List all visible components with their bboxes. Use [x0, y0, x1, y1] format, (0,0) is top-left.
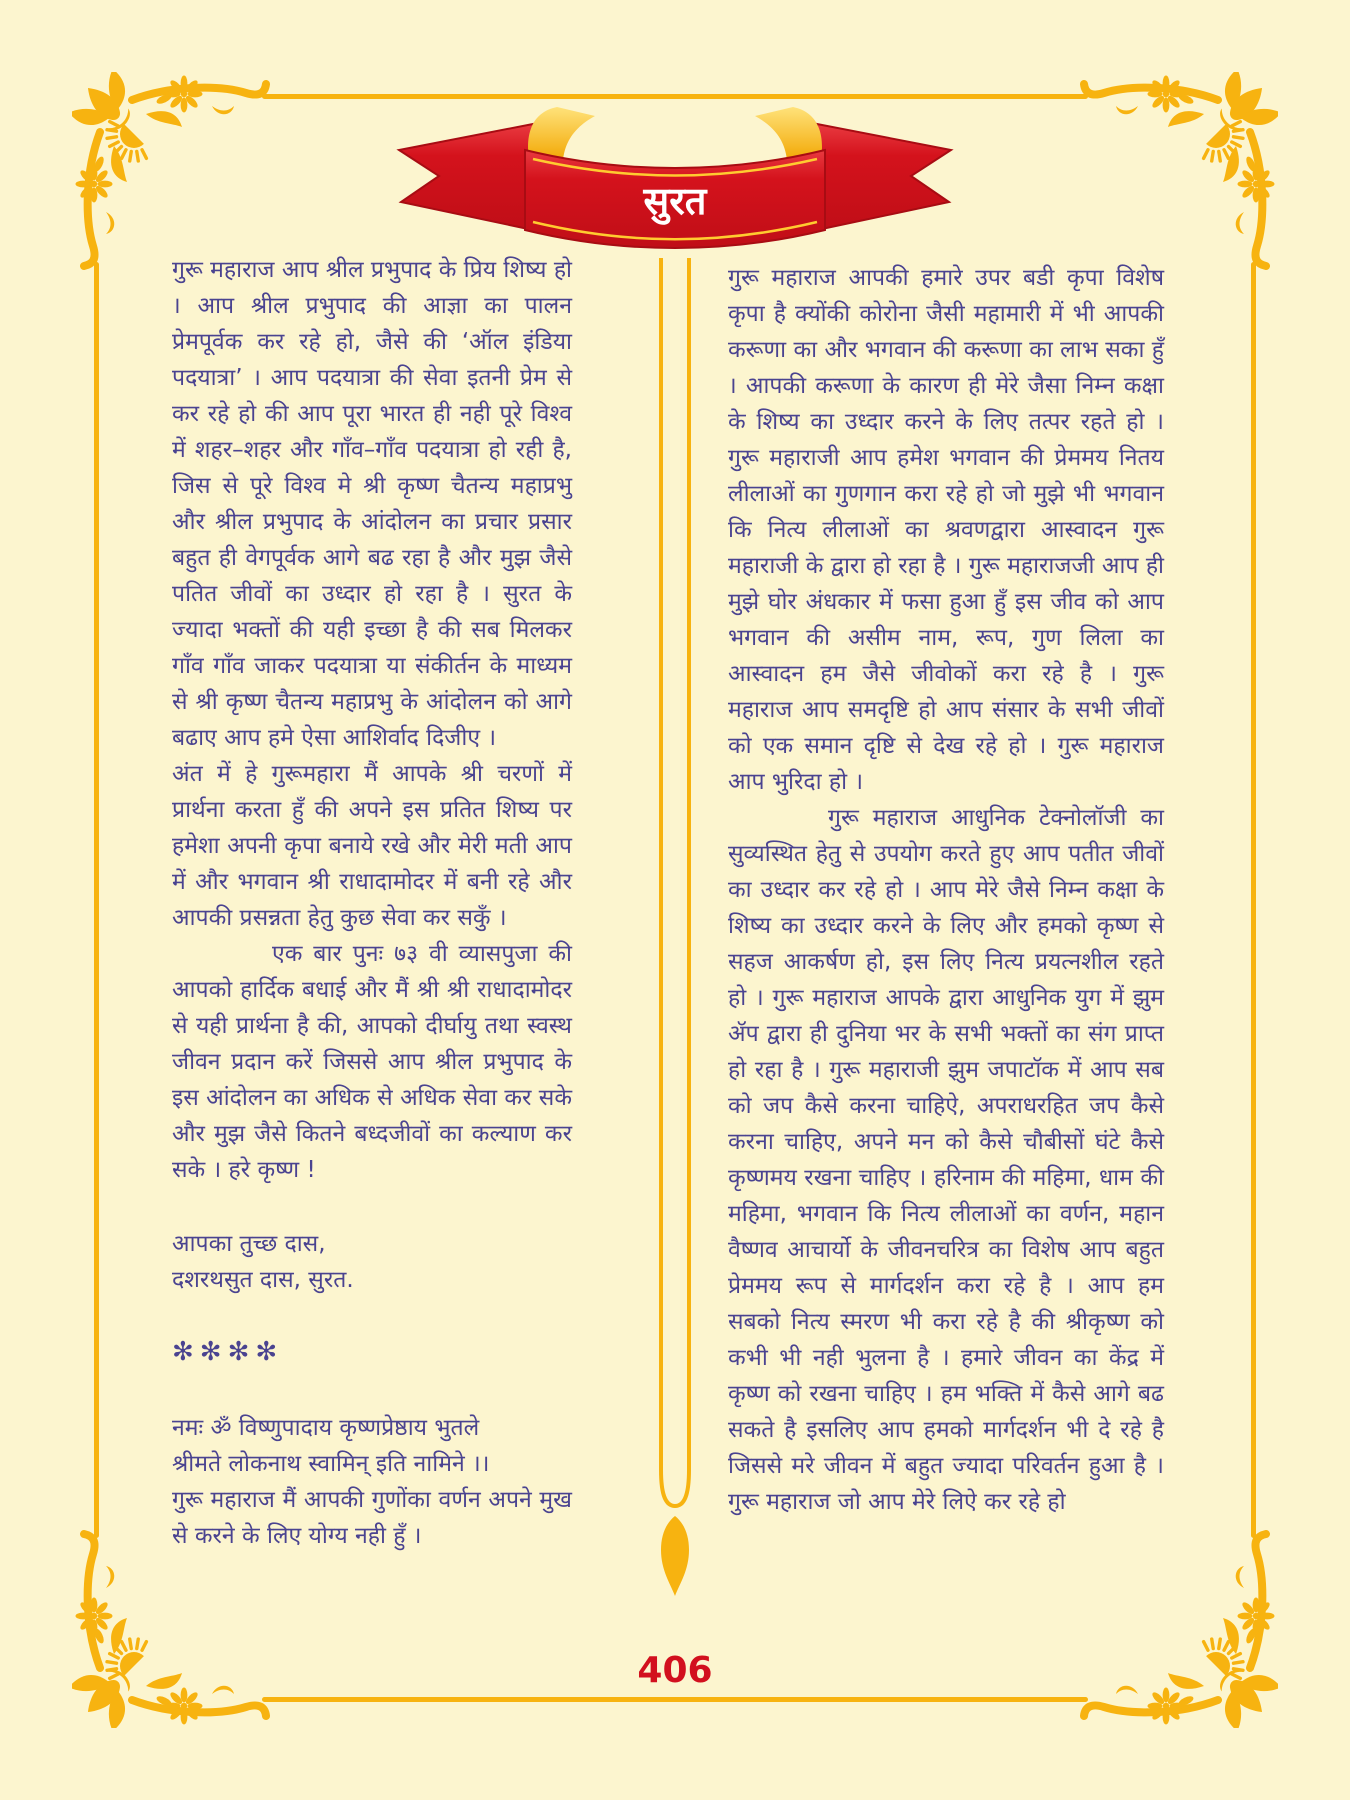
corner-ornament-bottom-right [1078, 1528, 1278, 1728]
page-title: सुरत [643, 179, 707, 223]
ribbon-tail-left [399, 124, 533, 230]
left-column [172, 252, 572, 1554]
page-number: 406 [637, 1650, 713, 1691]
border-line-bottom [262, 1697, 1088, 1702]
body-paragraph: अंत में हे गुरूमहारा मैं आपके श्री चरणों में प्रार्थना करता हुँ की अपने इस प्रतित शिष्य पर हमेशा अपनी कृपा बनाये रखे और मेरी मती आप में और भगवान श्री राधादामोदर में बनी रहे और आपकी प्रसन्नता हेतु कुछ सेवा कर सकुँ । [172, 761, 572, 931]
right-column [728, 260, 1164, 1520]
signature-block [172, 1226, 572, 1298]
corner-ornament-top-left [72, 72, 272, 272]
mantra-block [172, 1410, 572, 1482]
divider-lines [661, 258, 689, 1506]
signature-line: आपका तुच्छ दास, [172, 1231, 326, 1257]
corner-ornament-bottom-left [72, 1528, 272, 1728]
mantra-line: श्रीमते लोकनाथ स्वामिन् इति नामिने ।। [172, 1451, 490, 1477]
title-ribbon [383, 98, 967, 256]
closing-paragraph: गुरू महाराज मैं आपकी गुणोंका वर्णन अपने मुख से करने के लिए योग्य नही हुँ । [172, 1487, 572, 1549]
corner-ornament-top-right [1078, 72, 1278, 272]
body-paragraph: गुरू महाराज आधुनिक टेक्नोलॉजी का सुव्यस्थित हेतु से उपयोग करते हुए आप पतीत जीवों का उध्दार कर रहे हो । आप मेरे जैसे निम्न कक्षा के शिष्य का उध्दार करने के लिए और हमको कृष्ण से सहज आकर्षण हो, इस लिए नित्य प्रयत्नशील रहते हो । गुरू महाराज आपके द्वारा आधुनिक युग में झुम ॲप द्वारा ही दुनिया भर के सभी भक्तों का संग प्राप्त हो रहा है । गुरू महाराजी झुम जपाटॉक में आप सब को जप कैसे करना चाहिऐ, अपराधरहित जप कैसे करना चाहिए, अपने मन को कैसे चौबीसों घंटे कैसे कृष्णमय रखना चाहिए । हरिनाम की महिमा, धाम की महिमा, भगवान कि नित्य लीलाओं का वर्णन, महान वैष्णव आचार्यो के जीवनचरित्र का विशेष आप बहुत प्रेममय रूप से मार्गदर्शन करा रहे है । आप हम सबको नित्य स्मरण भी करा रहे है की श्रीकृष्ण को कभी भी नही भुलना है । हमारे जीवन का केंद्र में कृष्ण को रखना चाहिए । हम भक्ति में कैसे आगे बढ सकते है इसलिए आप हमको मार्गदर्शन भी दे रहे है जिससे मरे जीवन में बहुत ज्यादा परिवर्तन हुआ है । गुरू महाराज जो आप मेरे लिऐ कर रहे हो [728, 805, 1164, 1515]
body-paragraph: गुरू महाराज आप श्रील प्रभुपाद के प्रिय शिष्य हो । आप श्रील प्रभुपाद की आज्ञा का पालन प्रेमपूर्वक कर रहे हो, जैसे की ‘ऑल इंडिया पदयात्रा’ । आप पदयात्रा की सेवा इतनी प्रेम से कर रहे हो की आप पूरा भारत ही नही पूरे विश्व में शहर–शहर और गाँव–गाँव पदयात्रा हो रही है, जिस से पूरे विश्व मे श्री कृष्ण चैतन्य महाप्रभु और श्रील प्रभुपाद के आंदोलन का प्रचार प्रसार बहुत ही वेगपूर्वक आगे बढ रहा है और मुझ जैसे पतित जीवों का उध्दार हो रहा है । सुरत के ज्यादा भक्तों की यही इच्छा है की सब मिलकर गाँव गाँव जाकर पदयात्रा या संकीर्तन के माध्यम से श्री कृष्ण चैतन्य महाप्रभु के आंदोलन को आगे बढाए आप हमे ऐसा आशिर्वाद दिजीए । [172, 257, 572, 751]
border-line-left [94, 262, 99, 1538]
body-paragraph: गुरू महाराज आपकी हमारे उपर बडी कृपा विशेष कृपा है क्योंकी कोरोना जैसी महामारी में भी आपकी करूणा का और भगवान की करूणा का लाभ सका हुँ । आपकी करूणा के कारण ही मेरे जैसा निम्न कक्षा के शिष्य का उध्दार करने के लिए तत्पर रहते हो । गुरू महाराजी आप हमेश भगवान की प्रेममय नितय लीलाओं का गुणगान करा रहे हो जो मुझे भी भगवान कि नित्य लीलाओं का श्रवणद्वारा आस्वादन गुरू महाराजी के द्वारा हो रहा है । गुरू महाराजजी आप ही मुझे घोर अंधकार में फसा हुआ हुँ इस जीव को आप भगवान की असीम नाम, रूप, गुण लिला का आस्वादन हम जैसे जीवोकों करा रहे है । गुरू महाराज आप समदृष्टि हो आप संसार के सभी जीवों को एक समान दृष्टि से देख रहे हो । गुरू महाराज आप भुरिदा हो । [728, 265, 1164, 795]
signature-line: दशरथसुत दास, सुरत. [172, 1267, 354, 1293]
border-line-right [1251, 262, 1256, 1538]
divider-pendant-icon [661, 1516, 689, 1596]
column-divider [653, 258, 697, 1598]
mantra-line: नमः ॐ विष्णुपादाय कृष्णप्रेष्ठाय भुतले [172, 1415, 480, 1441]
star-separator: ✻✻✻✻ [172, 1337, 284, 1367]
body-paragraph: एक बार पुनः ७३ वी व्यासपुजा की आपको हार्दिक बधाई और मैं श्री श्री राधादामोदर से यही प्रार्थना है की, आपको दीर्घायु तथा स्वस्थ जीवन प्रदान करें जिससे आप श्रील प्रभुपाद के इस आंदोलन का अधिक से अधिक सेवा कर सके और मुझ जैसे कितने बध्दजीवों का कल्याण कर सके । हरे कृष्ण ! [172, 941, 572, 1183]
ribbon-tail-right [817, 124, 951, 230]
